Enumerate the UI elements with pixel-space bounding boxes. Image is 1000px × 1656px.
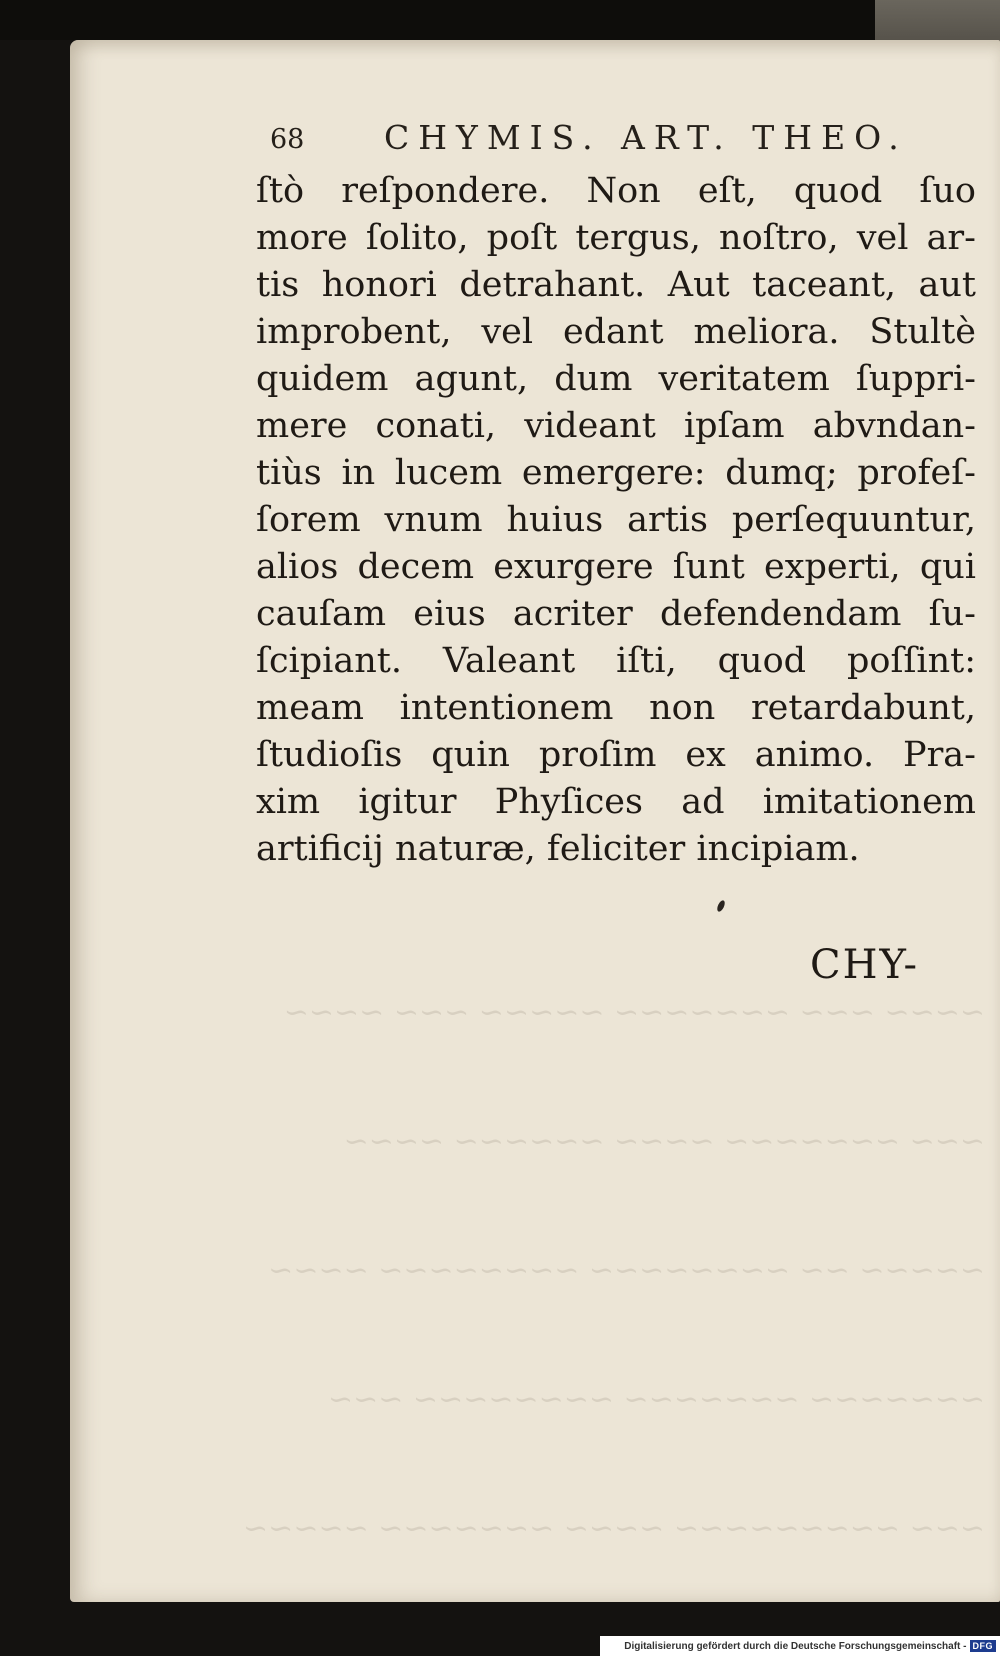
text-line: tis honori detrahant. Aut taceant, aut xyxy=(256,265,976,305)
text-line: ſtò reſpondere. Non eſt, quod ſuo xyxy=(256,171,976,211)
text-line: quidem agunt, dum veritatem ſuppri- xyxy=(256,359,976,399)
text-line: alios decem exurgere ſunt experti, qui xyxy=(256,547,976,587)
catchword: CHY- xyxy=(810,942,920,988)
text-line: ſtudioſis quin proſim ex animo. Pra- xyxy=(256,735,976,775)
text-line: more ſolito, poſt tergus, noſtro, vel ar- xyxy=(256,218,976,258)
text-line: ſorem vnum huius artis perſequuntur, xyxy=(256,500,976,540)
text-line: mere conati, videant ipſam abvndan- xyxy=(256,406,976,446)
text-line: cauſam eius acriter defendendam ſu- xyxy=(256,594,976,634)
text-line: tiùs in lucem emergere: dumq; profeſ- xyxy=(256,453,976,493)
page-number: 68 xyxy=(270,124,305,155)
running-title: CHYMIS. ART. THEO. xyxy=(384,118,908,157)
credit-text: Digitalisierung gefördert durch die Deutsche Forschungsgemeinschaft - xyxy=(624,1640,967,1652)
running-head xyxy=(270,118,930,164)
scan-corner-board xyxy=(875,0,1000,42)
dfg-logo: DFG xyxy=(970,1640,997,1652)
text-line: meam intentionem non retardabunt, xyxy=(256,688,976,728)
text-line-last: artificij naturæ, feliciter incipiam. xyxy=(256,829,860,869)
book-page xyxy=(70,40,1000,1602)
show-through-texture: ~~~~ ~~~ ~~~~~~~ ~~~~~ ~~~ ~~~~ ~~~ ~~~~~~~ ~~~~ ~~~~~~ ~~~~ ~~~~~ ~~ ~~~~~~~~ ~~~~~~~~ ~~~~ ~~~~~~~ ~~~~~~~ ~~~~~~~~ ~~~ ~~~ ~~~~~~~~~ ~~~~ ~~~~~~~ ~~~~~ xyxy=(243,995,985,1546)
digitization-credit xyxy=(600,1636,1000,1656)
text-line: improbent, vel edant meliora. Stultè xyxy=(256,312,976,352)
body-text xyxy=(256,168,976,873)
text-line: ſcipiant. Valeant iſti, quod poſſint: xyxy=(256,641,976,681)
text-line: xim igitur Phyſices ad imitationem xyxy=(256,782,976,822)
scan-background-top xyxy=(0,0,1000,40)
